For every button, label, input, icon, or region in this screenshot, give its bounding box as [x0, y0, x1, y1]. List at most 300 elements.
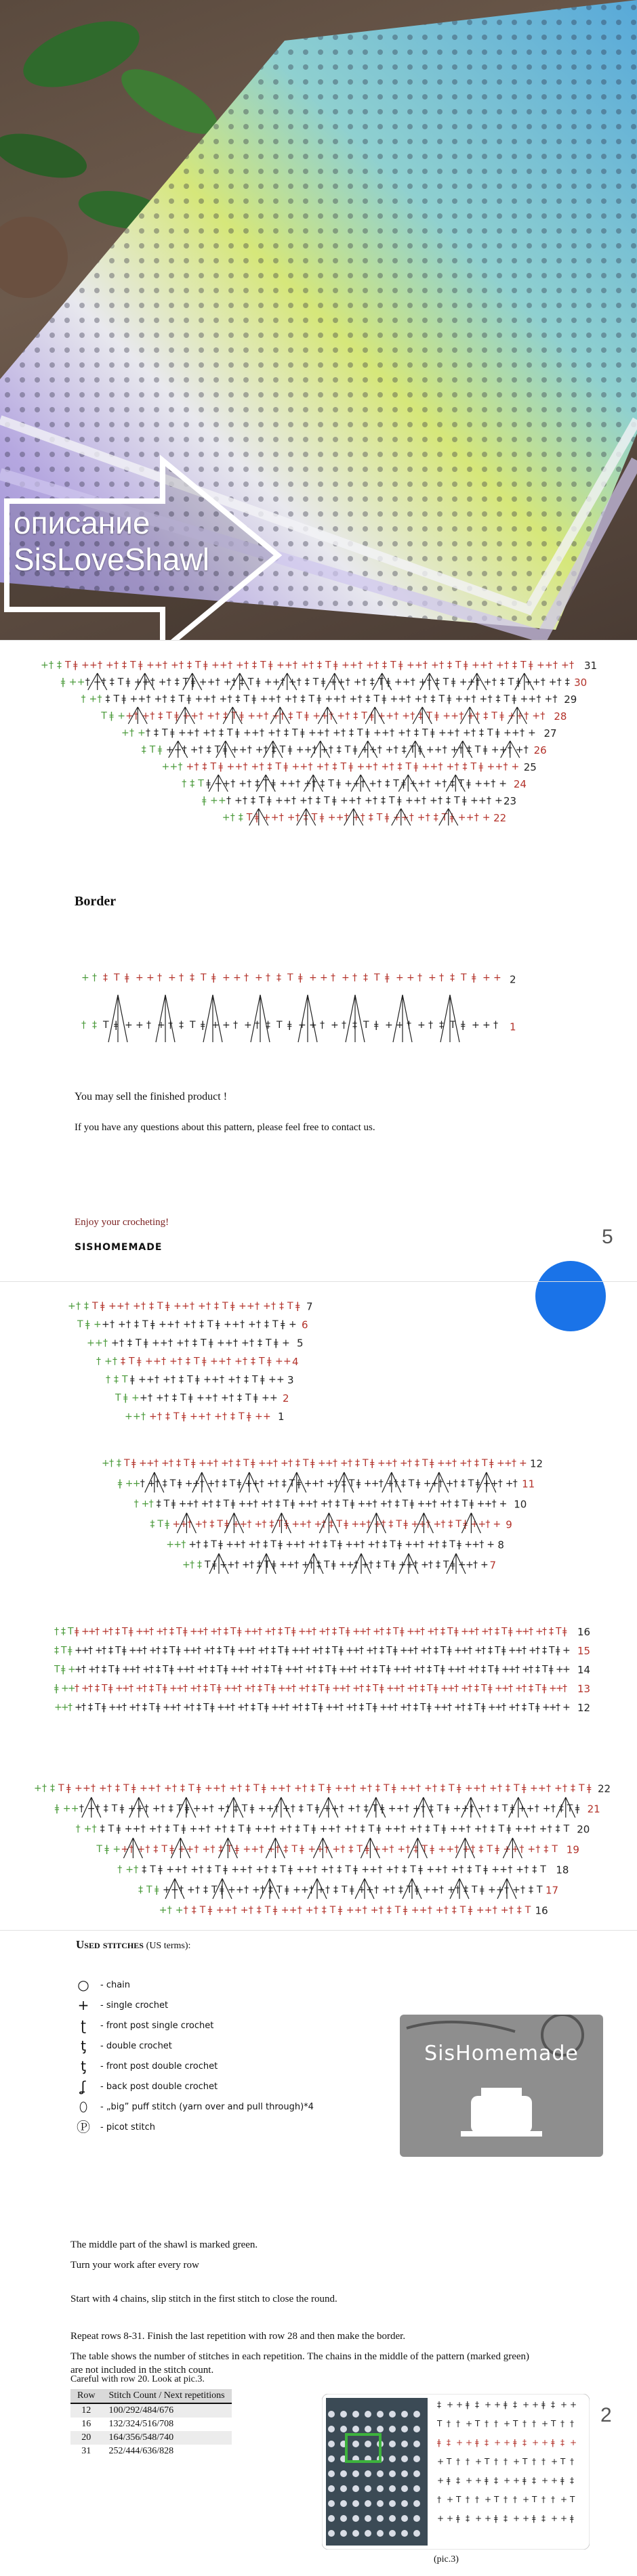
stitch-symbol: ‡	[375, 1783, 380, 1794]
stitch-symbol: +	[473, 1783, 481, 1794]
chart-row	[150, 1513, 501, 1533]
stitch-symbol: †	[339, 1702, 344, 1713]
stitch-symbol: +	[515, 1626, 523, 1637]
front-post-dc-icon: ƫ	[81, 2058, 86, 2074]
stitch-legend-item	[76, 1977, 130, 1992]
stitch-symbol: †	[406, 693, 411, 705]
scroll-button[interactable]	[535, 1261, 606, 1331]
stitch-symbol: T	[535, 1683, 541, 1694]
stitch-symbol: +	[454, 1645, 462, 1656]
stitch-symbol: +	[133, 1411, 141, 1422]
stitch-symbol: ǂ	[281, 1319, 285, 1331]
page-divider	[0, 1930, 637, 1931]
stitch-symbol: +	[413, 795, 422, 807]
stitch-symbol: ǂ	[268, 660, 273, 671]
stitch-symbol: +	[136, 1803, 144, 1814]
lace-stitch	[328, 2530, 335, 2537]
stitch-symbol: +	[234, 761, 243, 773]
stitch-symbol: +	[226, 1539, 234, 1550]
stitch-symbol: +	[264, 677, 272, 688]
stitch-symbol: +	[396, 972, 404, 983]
stitch-symbol: +	[190, 1626, 198, 1637]
stitch-symbol: +	[205, 1783, 213, 1794]
stitch-symbol: +	[62, 1803, 71, 1814]
stitch-symbol: †	[122, 1702, 127, 1713]
stitch-symbol: +	[332, 1844, 341, 1855]
stitch-symbol: †	[504, 660, 509, 671]
stitch-symbol: ǂ	[150, 1319, 155, 1331]
stitch-symbol: +	[335, 1783, 343, 1794]
stitch-symbol: †	[562, 1783, 567, 1794]
stitch-symbol: T	[339, 1626, 345, 1637]
stitch-symbol: +	[437, 2457, 445, 2466]
stitch-symbol: †	[199, 1864, 204, 1875]
stitch-symbol: +	[298, 1645, 306, 1656]
row-number: 13	[577, 1683, 591, 1695]
stitch-symbol: ‡	[456, 2476, 460, 2485]
stitch-symbol: †	[459, 710, 464, 722]
stitch-symbol: +	[232, 1319, 240, 1331]
stitch-symbol: ‡	[483, 710, 489, 722]
table-header-row: Row	[70, 2389, 102, 2403]
stitch-symbol: †	[231, 677, 237, 688]
stitch-symbol: +	[538, 1783, 546, 1794]
stitch-symbol: +	[129, 693, 138, 705]
stitch-symbol: T	[324, 1560, 330, 1570]
stitch-symbol: †	[294, 1560, 299, 1570]
stitch-symbol: †	[163, 660, 167, 671]
stitch-symbol: +	[371, 1478, 379, 1489]
stitch-symbol: ǂ	[169, 1844, 174, 1855]
stitch-symbol: ǂ	[125, 677, 131, 688]
stitch-symbol: +	[282, 1337, 290, 1349]
stitch-symbol: ‡	[121, 1356, 125, 1367]
stitch-symbol: T	[187, 1374, 193, 1386]
stitch-symbol: †	[106, 1374, 110, 1386]
stitch-symbol: ‡	[447, 2438, 451, 2447]
stitch-symbol: ‡	[352, 1020, 357, 1031]
lace-stitch	[340, 2411, 347, 2418]
stitch-symbol: +	[466, 812, 474, 823]
stitch-symbol: +	[562, 1702, 571, 1713]
stitch-symbol: +	[447, 727, 455, 739]
stitch-symbol: †	[390, 727, 394, 739]
stitch-symbol: +	[386, 1864, 394, 1875]
stitch-symbol: +	[88, 1626, 96, 1637]
stitch-symbol: T	[190, 1020, 196, 1031]
stitch-symbol: +	[192, 1803, 201, 1814]
stitch-symbol: +	[348, 795, 356, 807]
chart-row	[68, 1301, 300, 1312]
stitch-legend-item	[76, 2018, 213, 2033]
stitch-symbol: ǂ	[403, 1905, 408, 1916]
stitch-legend-item	[76, 2099, 314, 2114]
stitch-symbol: ‡	[255, 778, 260, 790]
stitch-symbol: †	[552, 693, 558, 705]
stitch-symbol: +	[483, 677, 492, 688]
stitch-symbol: +	[369, 1864, 377, 1875]
stitch-symbol: †	[179, 972, 184, 983]
stitch-symbol: +	[446, 761, 455, 773]
stitch-symbol: +	[88, 1664, 96, 1675]
stitch-symbol: +	[496, 1885, 504, 1895]
stitch-symbol: +	[454, 1664, 462, 1675]
stitch-symbol: ǂ	[158, 1864, 163, 1875]
stitch-symbol: +	[285, 1683, 293, 1694]
stitch-symbol: +	[461, 1683, 469, 1694]
stitch-symbol: +	[171, 1885, 179, 1895]
stitch-symbol: +	[386, 1683, 394, 1694]
stitch-symbol: †	[197, 1645, 201, 1656]
stitch-symbol: T	[393, 1626, 399, 1637]
stitch-symbol: +	[392, 812, 401, 823]
stitch-symbol: +	[526, 1803, 535, 1814]
stitch-symbol: †	[259, 1844, 264, 1855]
stitch-symbol: †	[233, 1337, 238, 1349]
stitch-symbol: +	[398, 727, 406, 739]
stitch-symbol: T	[556, 1626, 562, 1637]
stitch-symbol: +	[124, 1824, 133, 1834]
stitch-symbol: T	[470, 761, 477, 773]
stitch-symbol: +	[276, 660, 285, 671]
stitch-symbol: ‡	[218, 1844, 224, 1855]
chart-border	[75, 938, 535, 1046]
stitch-symbol: T	[224, 1645, 230, 1656]
stitch-symbol: †	[196, 1539, 201, 1550]
stitch-symbol: ‡	[382, 1539, 388, 1550]
stitch-symbol: †	[107, 1783, 112, 1794]
stitch-symbol: †	[324, 1844, 329, 1855]
stitch-symbol: †	[298, 1702, 303, 1713]
stitch-symbol: †	[157, 1411, 162, 1422]
stitch-symbol: †	[312, 1664, 316, 1675]
lace-stitch	[328, 2455, 335, 2462]
stitch-symbol: +	[278, 1783, 286, 1794]
stitch-symbol: T	[306, 1803, 313, 1814]
page-number: 2	[600, 2404, 612, 2426]
stitch-symbol: †	[182, 744, 187, 756]
stitch-symbol: ‡	[251, 1356, 255, 1367]
chart-row	[102, 1458, 527, 1469]
stitch-symbol: +	[223, 677, 232, 688]
stitch-symbol: +	[475, 2514, 482, 2523]
stitch-symbol: +	[438, 1844, 447, 1855]
stitch-symbol: +	[173, 1301, 182, 1312]
table-row	[70, 2445, 232, 2458]
stitch-symbol: †	[88, 1645, 93, 1656]
stitch-symbol: ǂ	[482, 744, 488, 756]
table-cell: 100/292/484/676	[102, 2403, 231, 2418]
stitch-symbol: ‡	[494, 2476, 498, 2485]
stitch-symbol: ‡	[450, 778, 455, 790]
stitch-symbol: ǂ	[488, 1683, 493, 1694]
stitch-symbol: T	[474, 1702, 480, 1713]
stitch-symbol: +	[472, 1539, 480, 1550]
stitch-symbol: ǂ	[542, 1683, 547, 1694]
stitch-symbol: +	[454, 1702, 462, 1713]
stitch-symbol: +	[186, 727, 194, 739]
stitch-symbol: +	[289, 1905, 297, 1916]
stitch-symbol: +	[495, 761, 504, 773]
stitch-symbol: T	[407, 1885, 413, 1895]
stitch-symbol: +	[423, 1478, 432, 1489]
stitch-symbol: ǂ	[202, 795, 207, 807]
stitch-symbol: T	[205, 1560, 211, 1570]
stitch-symbol: +	[312, 710, 321, 722]
lace-stitch	[365, 2485, 371, 2492]
stitch-symbol: +	[551, 2476, 558, 2485]
stitch-symbol: T	[422, 1844, 428, 1855]
stitch-symbol: +	[262, 1824, 271, 1834]
stitch-symbol: +	[300, 795, 308, 807]
stitch-symbol: T	[203, 1702, 209, 1713]
stitch-symbol: +	[102, 1319, 110, 1331]
stitch-symbol: T	[178, 693, 185, 705]
stitch-symbol: †	[233, 1020, 238, 1031]
row-number: 11	[522, 1478, 535, 1490]
stitch-symbol: +	[155, 660, 163, 671]
row-number: 12	[530, 1457, 543, 1470]
stitch-symbol: +	[352, 1645, 361, 1656]
stitch-symbol: +	[470, 1519, 479, 1530]
stitch-symbol: +	[111, 1337, 119, 1349]
chart-row	[142, 741, 529, 758]
stitch-symbol: +	[272, 677, 281, 688]
stitch-symbol: +	[388, 1803, 396, 1814]
stitch-symbol: ‡	[263, 1539, 268, 1550]
stitch-symbol: ‡	[529, 1885, 533, 1895]
stitch-symbol: +	[515, 1645, 523, 1656]
stitch-symbol: ǂ	[121, 693, 126, 705]
stitch-symbol: +	[447, 2514, 454, 2523]
stitch-symbol: +	[455, 693, 464, 705]
stitch-symbol: †	[264, 1645, 269, 1656]
stitch-symbol: ǂ	[267, 1356, 272, 1367]
stitch-symbol: ǂ	[186, 693, 191, 705]
stitch-symbol: +	[68, 1301, 76, 1312]
stitch-symbol: ‡	[295, 1824, 300, 1834]
stitch-symbol: +	[497, 1458, 505, 1469]
stitch-symbol: +	[182, 1560, 190, 1570]
stitch-symbol: †	[160, 1803, 165, 1814]
stitch-symbol: ǂ	[220, 1885, 224, 1895]
stitch-symbol: †	[142, 1683, 147, 1694]
stitch-symbol: †	[455, 727, 459, 739]
stitch-symbol: +	[125, 1864, 133, 1875]
stitch-symbol: +	[414, 693, 423, 705]
stitch-symbol: +	[504, 2438, 511, 2447]
row-number: 25	[523, 760, 537, 773]
stitch-symbol: +	[217, 1803, 226, 1814]
stitch-symbol: †	[251, 1683, 255, 1694]
stitch-symbol: †	[556, 677, 562, 688]
stitch-symbol: T	[325, 660, 331, 671]
stitch-symbol: +	[484, 1905, 493, 1916]
stitch-symbol: T	[188, 1783, 194, 1794]
stitch-symbol: +	[418, 1519, 427, 1530]
stitch-symbol: †	[438, 1478, 443, 1489]
stitch-symbol: T	[461, 1499, 468, 1509]
stitch-symbol: †	[422, 693, 428, 705]
stitch-symbol: †	[550, 1803, 556, 1814]
stitch-symbol: ǂ	[562, 1626, 567, 1637]
stitch-symbol: †	[519, 1844, 525, 1855]
stitch-symbol: +	[381, 761, 390, 773]
stitch-symbol: +	[241, 1337, 249, 1349]
stitch-symbol: †	[295, 812, 300, 823]
stitch-symbol: +	[305, 1499, 314, 1509]
stitch-symbol: +	[367, 1539, 375, 1550]
stitch-symbol: ‡	[186, 1356, 190, 1367]
stitch-symbol: +	[154, 693, 163, 705]
stitch-symbol: T	[501, 1626, 508, 1637]
stitch-symbol: †	[190, 1702, 194, 1713]
stitch-symbol: †	[217, 1626, 222, 1637]
stitch-symbol: ǂ	[506, 1824, 512, 1834]
stitch-symbol: †	[361, 677, 367, 688]
stitch-symbol: †	[413, 1560, 418, 1570]
stitch-symbol: T	[92, 1301, 98, 1312]
stitch-symbol: †	[141, 1411, 146, 1422]
stitch-symbol: ‡	[165, 1411, 170, 1422]
stitch-symbol: †	[102, 1645, 106, 1656]
stitch-symbol: T	[173, 1824, 180, 1834]
stitch-symbol: †	[271, 1301, 276, 1312]
stitch-symbol: +	[400, 812, 409, 823]
stitch-symbol: T	[520, 660, 527, 671]
stitch-symbol: ‡	[235, 693, 241, 705]
stitch-symbol: ‡	[363, 1803, 369, 1814]
stitch-symbol: †	[206, 1301, 211, 1312]
stitch-symbol: +	[386, 1478, 394, 1489]
stitch-symbol: †	[536, 693, 541, 705]
stitch-symbol: +	[474, 1824, 482, 1834]
stitch-symbol: +	[81, 660, 89, 671]
stitch-symbol: +	[289, 1319, 297, 1331]
stitch-symbol: T	[199, 1905, 206, 1916]
stitch-symbol: ‡	[239, 677, 245, 688]
stitch-symbol: †	[373, 795, 377, 807]
stitch-symbol: +	[377, 710, 386, 722]
stitch-symbol: ǂ	[393, 1645, 398, 1656]
stitch-symbol: +	[125, 710, 133, 722]
stitch-symbol: ǂ	[463, 1519, 468, 1530]
stitch-symbol: ǂ	[68, 1645, 73, 1656]
stitch-symbol: †	[264, 1864, 269, 1875]
stitch-symbol: ǂ	[291, 1626, 296, 1637]
border-title: Border	[75, 894, 117, 909]
lace-stitch	[377, 2515, 384, 2522]
stitch-symbol: +	[275, 1356, 283, 1367]
stitch-symbol: ‡	[267, 761, 272, 773]
stitch-symbol: +	[434, 1864, 443, 1875]
stitch-symbol: ‡	[332, 761, 337, 773]
stitch-symbol: †	[468, 1683, 472, 1694]
stitch-symbol: T	[226, 1844, 232, 1855]
stitch-symbol: +	[501, 1683, 510, 1694]
stitch-symbol: +	[560, 2400, 568, 2409]
stitch-symbol: +	[201, 1803, 209, 1814]
stitch-symbol: +	[447, 2400, 454, 2409]
stitch-symbol: T	[184, 1458, 190, 1469]
stitch-symbol: +	[298, 1683, 306, 1694]
stitch-symbol: †	[141, 1301, 146, 1312]
stitch-symbol: †	[157, 1824, 162, 1834]
stitch-symbol: ‡	[271, 744, 276, 756]
stitch-symbol: †	[420, 1664, 425, 1675]
stitch-symbol: †	[129, 727, 134, 739]
stitch-symbol: T	[246, 812, 253, 823]
stitch-symbol: ǂ	[285, 1885, 289, 1895]
stitch-symbol: †	[276, 693, 281, 705]
stitch-symbol: †	[420, 1626, 425, 1637]
stitch-symbol: +	[75, 1645, 83, 1656]
stitch-symbol: +	[352, 1626, 361, 1637]
stitch-symbol: T	[122, 1374, 128, 1386]
stitch-symbol: ǂ	[169, 1664, 174, 1675]
stitch-symbol: +	[247, 1301, 255, 1312]
stitch-symbol: +	[515, 1683, 523, 1694]
stitch-symbol: †	[453, 1478, 458, 1489]
stitch-symbol: +	[426, 1864, 434, 1875]
stitch-symbol: +	[199, 1458, 207, 1469]
stitch-symbol: ǂ	[489, 1458, 494, 1469]
stitch-symbol: +	[129, 1664, 137, 1675]
stitch-symbol: ǂ	[183, 1626, 188, 1637]
stitch-symbol: +	[104, 1356, 112, 1367]
stitch-symbol: +	[424, 1499, 433, 1509]
stitch-symbol: †	[425, 812, 430, 823]
lace-stitch	[365, 2426, 371, 2432]
stitch-symbol: ‡	[245, 1783, 250, 1794]
stitch-symbol: †	[108, 1626, 113, 1637]
stitch-symbol: T	[472, 1885, 478, 1895]
stitch-symbol: ‡	[437, 2400, 441, 2409]
stitch-symbol: †	[410, 677, 415, 688]
stitch-symbol: ‡	[386, 1626, 391, 1637]
stitch-symbol: +	[344, 1824, 352, 1834]
stitch-symbol: +	[370, 1905, 379, 1916]
stitch-symbol: †	[523, 744, 529, 756]
stitch-symbol: +	[255, 710, 264, 722]
stitch-symbol: †	[247, 744, 252, 756]
stitch-symbol: †	[176, 1702, 181, 1713]
stitch-symbol: +	[136, 1626, 144, 1637]
stitch-symbol: +	[466, 2419, 473, 2428]
stitch-symbol: +	[345, 1539, 353, 1550]
stitch-symbol: +	[165, 744, 174, 756]
stitch-symbol: †	[163, 1626, 167, 1637]
stitch-symbol: ǂ	[184, 1803, 190, 1814]
stitch-symbol: T	[117, 677, 124, 688]
stitch-symbol: †	[129, 1844, 134, 1855]
stitch-symbol: †	[400, 1824, 406, 1834]
stitch-symbol: T	[222, 1301, 228, 1312]
stitch-symbol: ‡	[464, 1885, 468, 1895]
stitch-symbol: †	[79, 1803, 84, 1814]
stitch-symbol: +	[298, 1020, 306, 1031]
stitch-symbol: T	[210, 1683, 216, 1694]
stitch-symbol: T	[96, 1844, 102, 1855]
stitch-symbol: †	[81, 1702, 86, 1713]
stitch-symbol: +	[295, 744, 304, 756]
caption-line-2: SisLoveShawl	[14, 542, 209, 577]
stitch-symbol: †	[179, 660, 184, 671]
stitch-symbol: +	[296, 1864, 304, 1875]
stitch-symbol: +	[161, 1458, 169, 1469]
stitch-symbol: ‡	[138, 1885, 143, 1895]
stitch-symbol: ‡	[430, 693, 436, 705]
